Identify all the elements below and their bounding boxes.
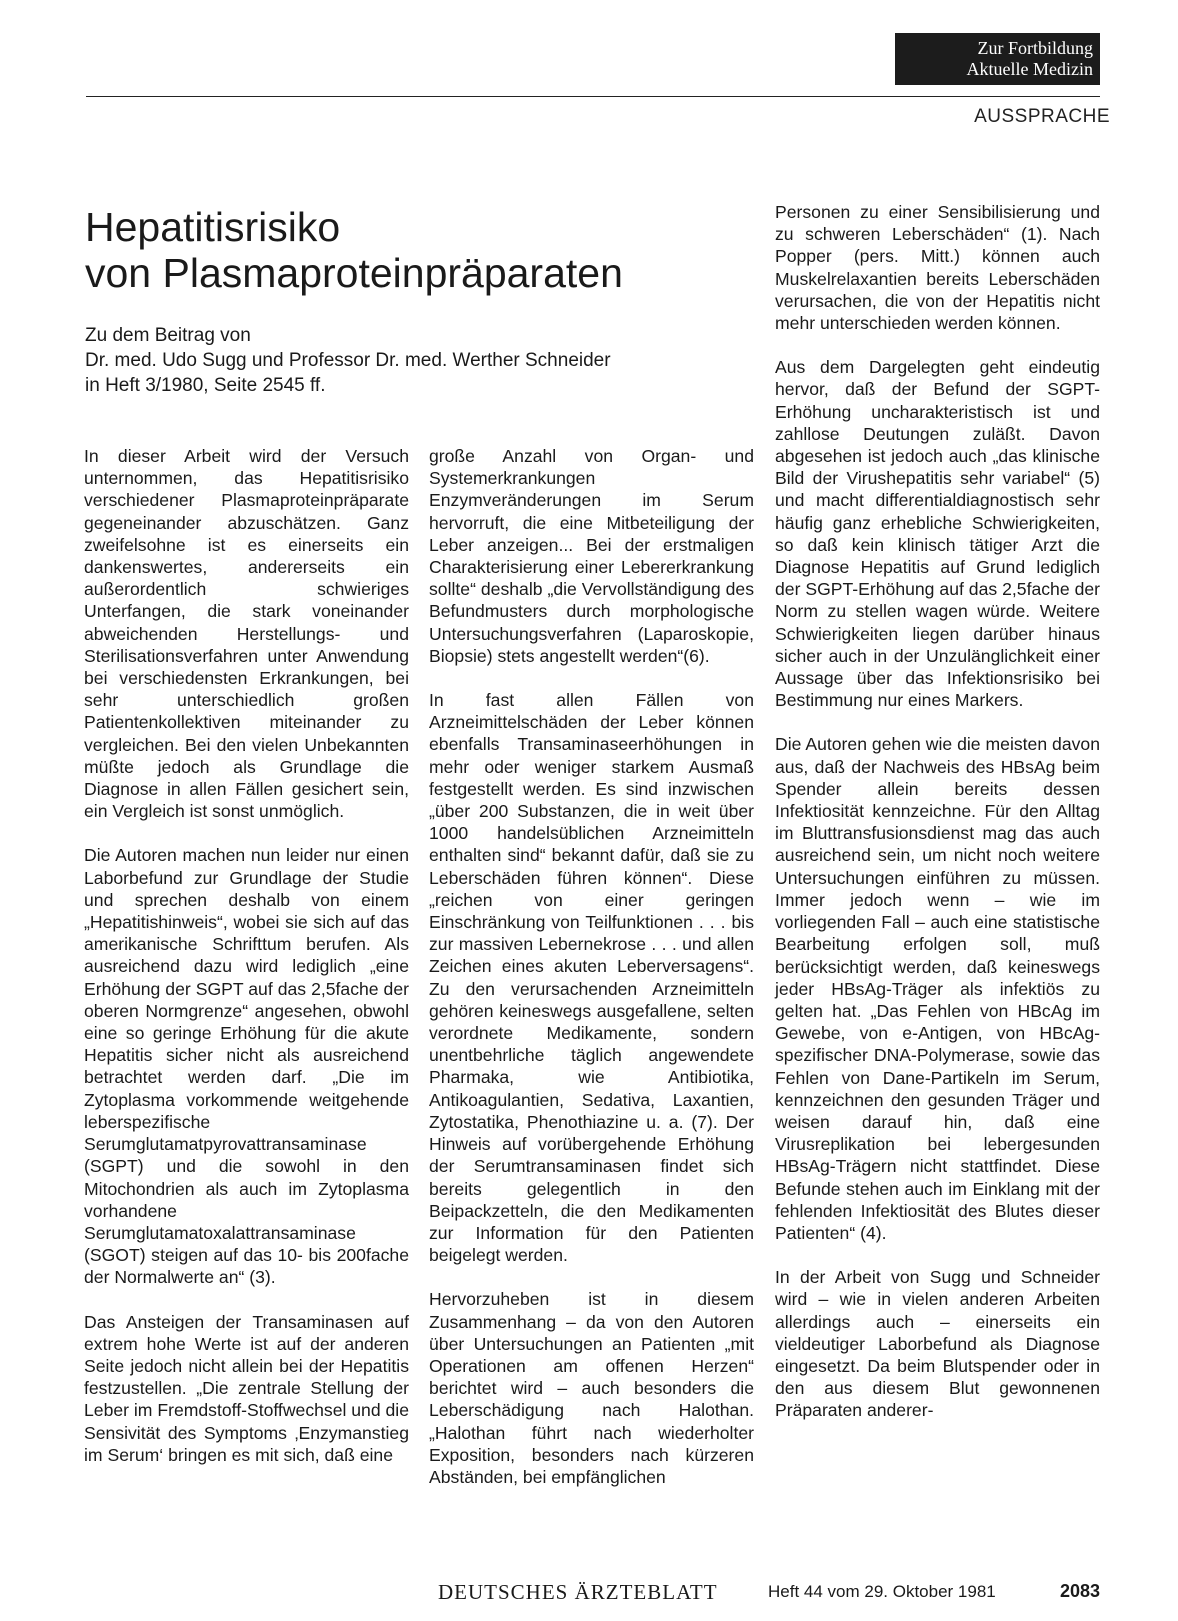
journal-name: DEUTSCHES ÄRZTEBLATT <box>438 1580 718 1604</box>
paragraph: Hervorzuheben ist in diesem Zusammenhang – da von den Autoren über Untersuchungen an Patienten „mit Operationen am offenen Herzen“ berichtet wird – auch besonders die Leberschädigung nach Halothan. „Halothan führt nach wiederholter Exposition, besonders nach kürzeren Abständen, bei empfänglichen <box>429 1289 754 1487</box>
issue-info: Heft 44 vom 29. Oktober 1981 <box>768 1582 996 1601</box>
text-column-2 <box>429 445 754 1510</box>
section-label: AUSSPRACHE <box>974 106 1110 127</box>
paragraph: Die Autoren machen nun leider nur einen Laborbefund zur Grundlage der Studie und sprechen deshalb von einem „Hepatitishinweis“, wobei sie sich auf das amerikanische Schrifttum berufen. Als ausreichend dazu wird lediglich „eine Erhöhung der SGPT auf das 2,5fache der oberen Normgrenze“ angesehen, obwohl eine so geringe Erhöhung für die akute Hepatitis sicher nicht als ausreichend betrachtet werden darf. „Die im Zytoplasma vorkommende weitgehende leberspezifische Serumglutamatpyrovattransaminase (SGPT) und die sowohl in den Mitochondrien als auch im Zytoplasma vorhandene Serumglutamatoxalattransaminase (SGOT) steigen auf das 10- bis 200fache der Normalwerte an“ (3). <box>84 845 409 1288</box>
paragraph: In der Arbeit von Sugg und Schneider wird – wie in vielen anderen Arbeiten allerdings auch – einerseits ein vieldeutiger Laborbefund als Diagnose eingesetzt. Da beim Blutspender oder in den aus diesem Blut gewonnenen Präparaten anderer- <box>775 1267 1100 1421</box>
paragraph: In dieser Arbeit wird der Versuch unternommen, das Hepatitisrisiko verschiedener Plasmaproteinpräparate gegeneinander abzuschätzen. Ganz zweifelsohne ist es einerseits ein dankenswertes, andererseits ein außerordentlich schwieriges Unterfangen, die stark voneinander abweichenden Herstellungs- und Sterilisationsverfahren unter Anwendung bei verschiedensten Erkrankungen, bei sehr unterschiedlich großen Patientenkollektiven miteinander zu vergleichen. Bei den vielen Unbekannten müßte jedoch als Grundlage die Diagnose in allen Fällen gesichert sein, ein Vergleich ist sonst unmöglich. <box>84 446 409 822</box>
subtitle-line3: in Heft 3/1980, Seite 2545 ff. <box>85 375 326 396</box>
section-tag <box>895 33 1100 85</box>
article-title-line1: Hepatitisrisiko <box>85 204 341 250</box>
paragraph: Das Ansteigen der Transaminasen auf extrem hohe Werte ist auf der anderen Seite jedoch nicht allein bei der Hepatitis festzustellen. „Die zentrale Stellung der Leber im Fremdstoff-Stoffwechsel und die Sensivität des Symptoms ‚Enzymanstieg im Serum‘ bringen es mit sich, daß eine <box>84 1311 409 1465</box>
subtitle-line1: Zu dem Beitrag von <box>85 325 251 346</box>
paragraph: In fast allen Fällen von Arzneimittelschäden der Leber können ebenfalls Transaminaseerhöhungen in mehr oder weniger starkem Ausmaß festgestellt werden. Es sind inzwischen „über 200 Substanzen, die in weit über 1000 handelsüblichen Arzneimitteln enthalten sind“ bekannt dafür, daß sie zu Leberschäden führen können“. Diese „reichen von einer geringen Einschränkung von Teilfunktionen . . . bis zur massiven Lebernekrose . . . und allen Zeichen eines akuten Leberversagens“. Zu den verursachenden Arzneimitteln gehören keineswegs ausgefallene, selten verordnete Medikamente, sondern unentbehrliche täglich angewendete Pharmaka, wie Antibiotika, Antikoagulantien, Sedativa, Laxantien, Zytostatika, Phenothiazine u. a. (7). Der Hinweis auf vorübergehende Erhöhung der Serumtransaminasen findet sich bereits gelegentlich in den Beipackzetteln, die den Medikamenten zur Information für den Patienten beigelegt werden. <box>429 690 754 1266</box>
subtitle-line2: Dr. med. Udo Sugg und Professor Dr. med. Werther Schneider <box>85 350 611 371</box>
paragraph: Die Autoren gehen wie die meisten davon aus, daß der Nachweis des HBsAg beim Spender allein bereits dessen Infektiosität kennzeichne. Für den Alltag im Bluttransfusionsdienst mag das auch ausreichend sein, um nicht noch weitere Untersuchungen einführen zu müssen. Immer jedoch wenn – wie im vorliegenden Fall – auch eine statistische Bearbeitung erfolgen soll, muß berücksichtigt werden, daß keineswegs jeder HBsAg-Träger als infektiös zu gelten hat. „Das Fehlen von HBcAg im Gewebe, von e-Antigen, von HBcAg-spezifischer DNA-Polymerase, sowie das Fehlen von Dane-Partikeln im Serum, kennzeichnen den gesunden Träger und weisen darauf hin, daß eine Virusreplikation bei lebergesunden HBsAg-Trägern nicht stattfindet. Diese Befunde stehen auch im Einklang mit der fehlenden Infektiosität des Blutes dieser Patienten“ (4). <box>775 734 1100 1243</box>
text-column-1 <box>84 445 409 1488</box>
header-rule <box>86 96 1100 97</box>
section-tag-line1: Zur Fortbildung <box>977 38 1093 58</box>
section-tag-line2: Aktuelle Medizin <box>966 59 1093 79</box>
text-column-3 <box>775 201 1100 1444</box>
article-subtitle <box>85 323 775 398</box>
article-title <box>85 204 765 296</box>
page-footer <box>0 1580 1100 1606</box>
paragraph: Personen zu einer Sensibilisierung und zu schweren Leberschäden“ (1). Nach Popper (pers. Mitt.) können auch Muskelrelaxantien bereits Leberschäden verursachen, die von der Hepatitis nicht mehr unterschieden werden können. <box>775 202 1100 334</box>
paragraph: Aus dem Dargelegten geht eindeutig hervor, daß der Befund der SGPT-Erhöhung uncharakteristisch ist und zahllose Deutungen zuläßt. Davon abgesehen ist jedoch auch „das klinische Bild der Virushepatitis sehr variabel“ (5) und macht differentialdiagnostisch sehr häufig ganz erhebliche Schwierigkeiten, so daß kein klinisch tätiger Arzt die Diagnose Hepatitis auf Grund lediglich der SGPT-Erhöhung auf das 2,5fache der Norm zu stellen wagen würde. Weitere Schwierigkeiten liegen darüber hinaus sicher auch in der Unzulänglichkeit einer Aussage über das Infektionsrisiko bei Bestimmung nur eines Markers. <box>775 357 1100 711</box>
article-title-line2: von Plasmaproteinpräparaten <box>85 250 623 296</box>
paragraph: große Anzahl von Organ- und Systemerkrankungen Enzymveränderungen im Serum hervorruft, die eine Mitbeteiligung der Leber anzeigen... Bei der erstmaligen Charakterisierung einer Lebererkrankung sollte“ deshalb „die Vervollständigung des Befundmusters durch morphologische Untersuchungsverfahren (Laparoskopie, Biopsie) stets angestellt werden“(6). <box>429 446 754 666</box>
page-number: 2083 <box>1059 1581 1100 1601</box>
